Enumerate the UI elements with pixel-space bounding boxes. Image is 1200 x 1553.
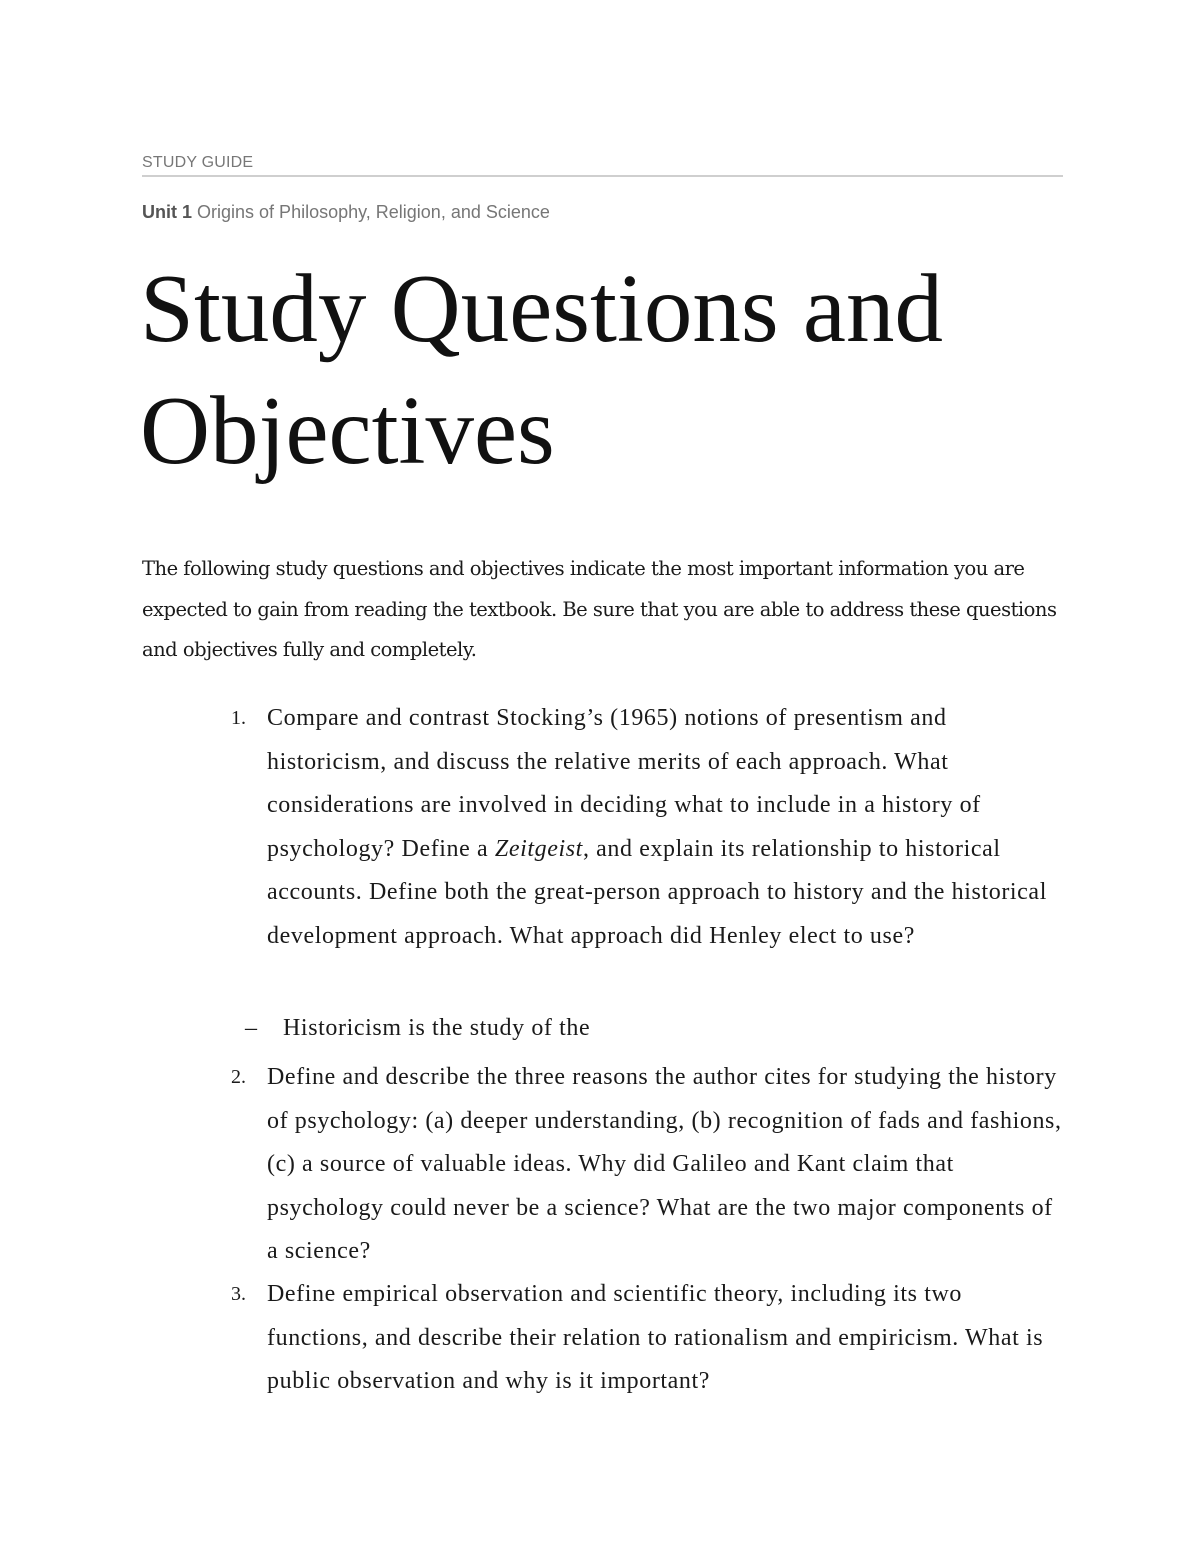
question-number: 1. <box>231 707 246 729</box>
dash-marker: – <box>245 1015 258 1041</box>
question-text-part: , and explain its relationship to historical accounts. Define both the great-person approach to history and the historical development approach. What approach did Henley elect to use? <box>267 835 1047 949</box>
unit-line <box>142 202 550 223</box>
question-text: Define empirical observation and scientific theory, including its two functions, and describe their relation to rationalism and empiricism. What is public observation and why is it important? <box>267 1281 1044 1394</box>
page-title: Study Questions and Objectives <box>140 255 943 484</box>
question-text: Define and describe the three reasons the author cites for studying the history of psychology: (a) deeper understanding, (b) recognition of fads and fashions, (c) a source of valuable ideas. Why did Galileo and Kant claim that psychology could never be a science? What are the two major components of a science? <box>267 1064 1062 1264</box>
question-text-part: Compare and contrast Stocking’s (1965) notions of presentism and historicism, and discuss the relative merits of each approach. What considerations are involved in deciding what to include in a history of psychology? Define a <box>267 705 981 862</box>
question-emphasis: Zeitgeist <box>494 835 583 862</box>
question-number: 3. <box>231 1283 246 1305</box>
unit-label: Unit 1 <box>142 202 193 222</box>
question-number: 2. <box>231 1066 246 1088</box>
header-divider <box>142 175 1063 177</box>
document-kicker: STUDY GUIDE <box>142 154 254 171</box>
question-text <box>267 697 1067 958</box>
unit-title: Origins of Philosophy, Religion, and Science <box>197 202 550 222</box>
intro-paragraph: The following study questions and objectives indicate the most important information you are expected to gain from reading the textbook. Be sure that you are able to address these questions and objectives fully and completely. <box>142 557 1057 661</box>
sub-bullet-text: Historicism is the study of the <box>283 1015 591 1041</box>
sub-bullet <box>245 1007 590 1051</box>
